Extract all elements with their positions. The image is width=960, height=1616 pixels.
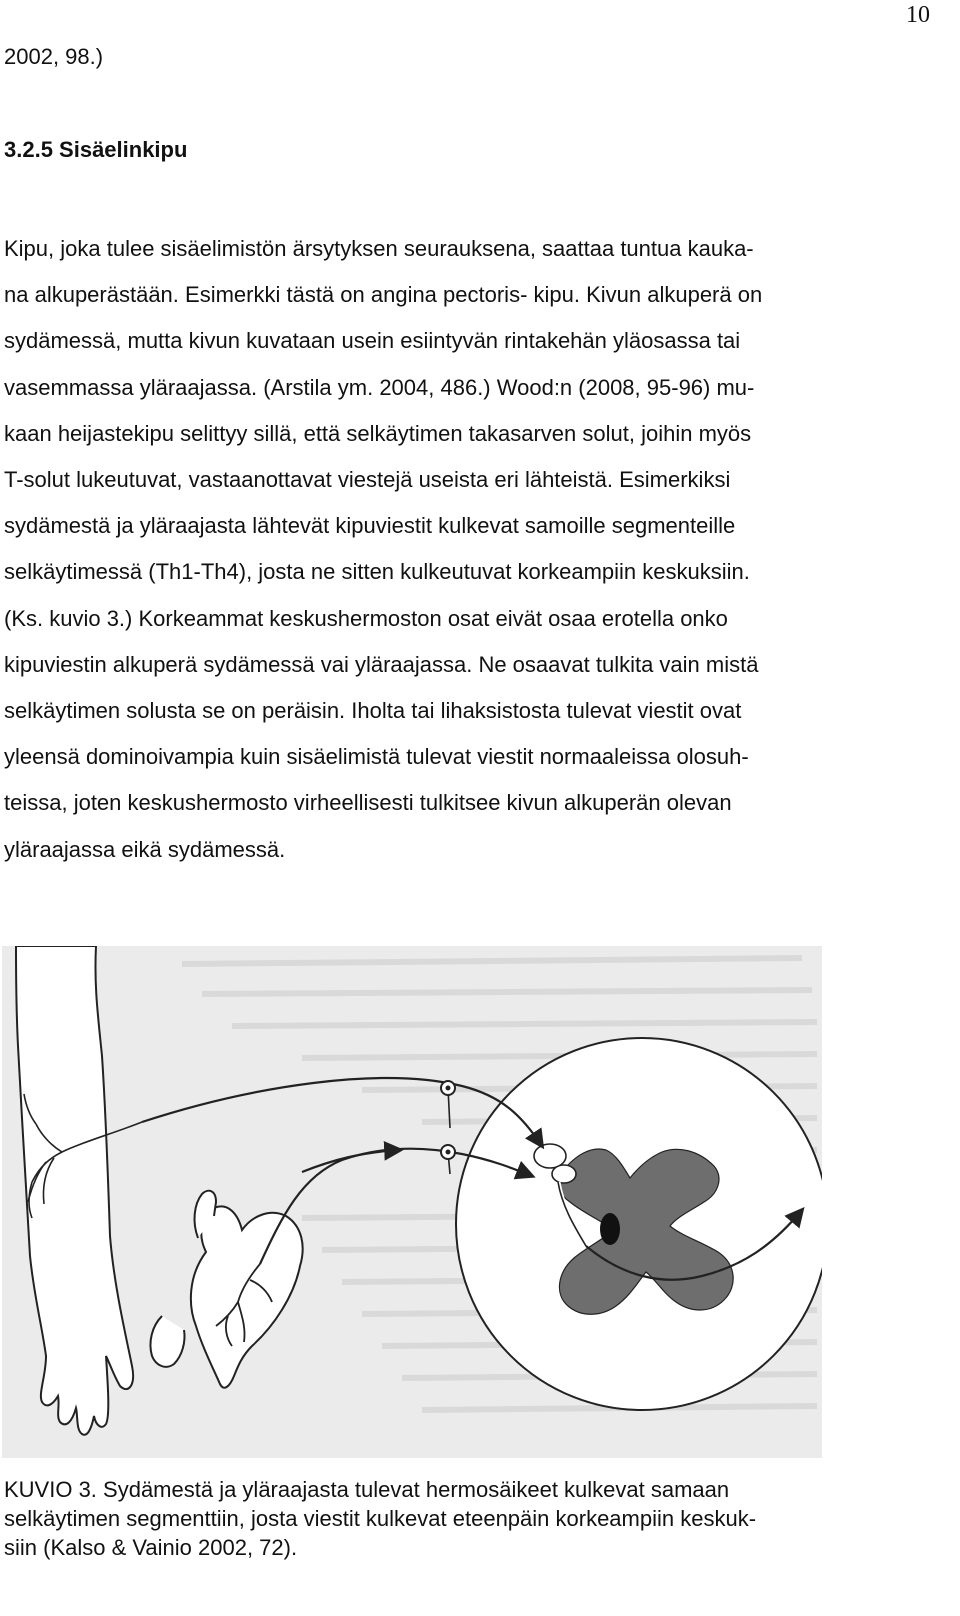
paragraph-line: yleensä dominoivampia kuin sisäelimistä tulevat viestit normaaleissa olosuh- [4,744,749,770]
page-number: 10 [906,2,930,28]
caption-line: selkäytimen segmenttiin, josta viestit kulkevat eteenpäin korkeampiin keskuk- [4,1506,757,1531]
ganglion-cells [441,1081,455,1174]
previous-reference-tail: 2002, 98.) [4,44,104,69]
paragraph-line: vasemmassa yläraajassa. (Arstila ym. 2004, 486.) Wood:n (2008, 95-96) mu- [4,374,755,400]
paragraph-line: selkäytimen solusta se on peräisin. Iholta tai lihaksistosta tulevat viestit ovat [4,698,742,724]
body-paragraph [4,226,929,873]
paragraph-line: sydämessä, mutta kivun kuvataan usein esiintyvän rintakehän yläosassa tai [4,328,741,354]
central-canal [600,1213,620,1245]
paragraph-line: na alkuperästään. Esimerkki tästä on angina pectoris- kipu. Kivun alkuperä on [4,282,763,308]
heart-outline [191,1206,303,1387]
section-heading: 3.2.5 Sisäelinkipu [4,137,188,162]
inflow-arrow [302,1150,400,1172]
figure-caption [4,1475,929,1562]
paragraph-line: (Ks. kuvio 3.) Korkeammat keskushermoston osat eivät osaa erotella onko [4,605,728,631]
paragraph-line: teissa, joten keskushermosto virheellisesti tulkitsee kivun alkuperän olevan [4,790,732,816]
paragraph-line: kipuviestin alkuperä sydämessä vai yläraajassa. Ne osaavat tulkita vain mistä [4,651,759,677]
figure-illustration [2,946,822,1458]
paragraph-line: yläraajassa eikä sydämessä. [4,836,286,862]
caption-line: KUVIO 3. Sydämestä ja yläraajasta tulevat hermosäikeet kulkevat samaan [4,1477,730,1502]
paragraph-line: T-solut lukeutuvat, vastaanottavat viestejä useista eri lähteistä. Esimerkiksi [4,467,731,493]
paragraph-line: selkäytimessä (Th1-Th4), josta ne sitten kulkeutuvat korkeampiin keskuksiin. [4,559,750,585]
heart-vessel [150,1316,184,1367]
paragraph-line: kaan heijastekipu selittyy sillä, että selkäytimen takasarven solut, joihin myös [4,420,752,446]
paragraph-line: Kipu, joka tulee sisäelimistön ärsytyksen seurauksena, saattaa tuntua kauka- [4,236,754,261]
referred-pain-illustration [2,946,822,1458]
caption-line: siin (Kalso & Vainio 2002, 72). [4,1535,298,1560]
arm-hand-outline [16,946,133,1435]
paragraph-line: sydämestä ja yläraajasta lähtevät kipuviestit kulkevat samoille segmenteille [4,513,736,539]
